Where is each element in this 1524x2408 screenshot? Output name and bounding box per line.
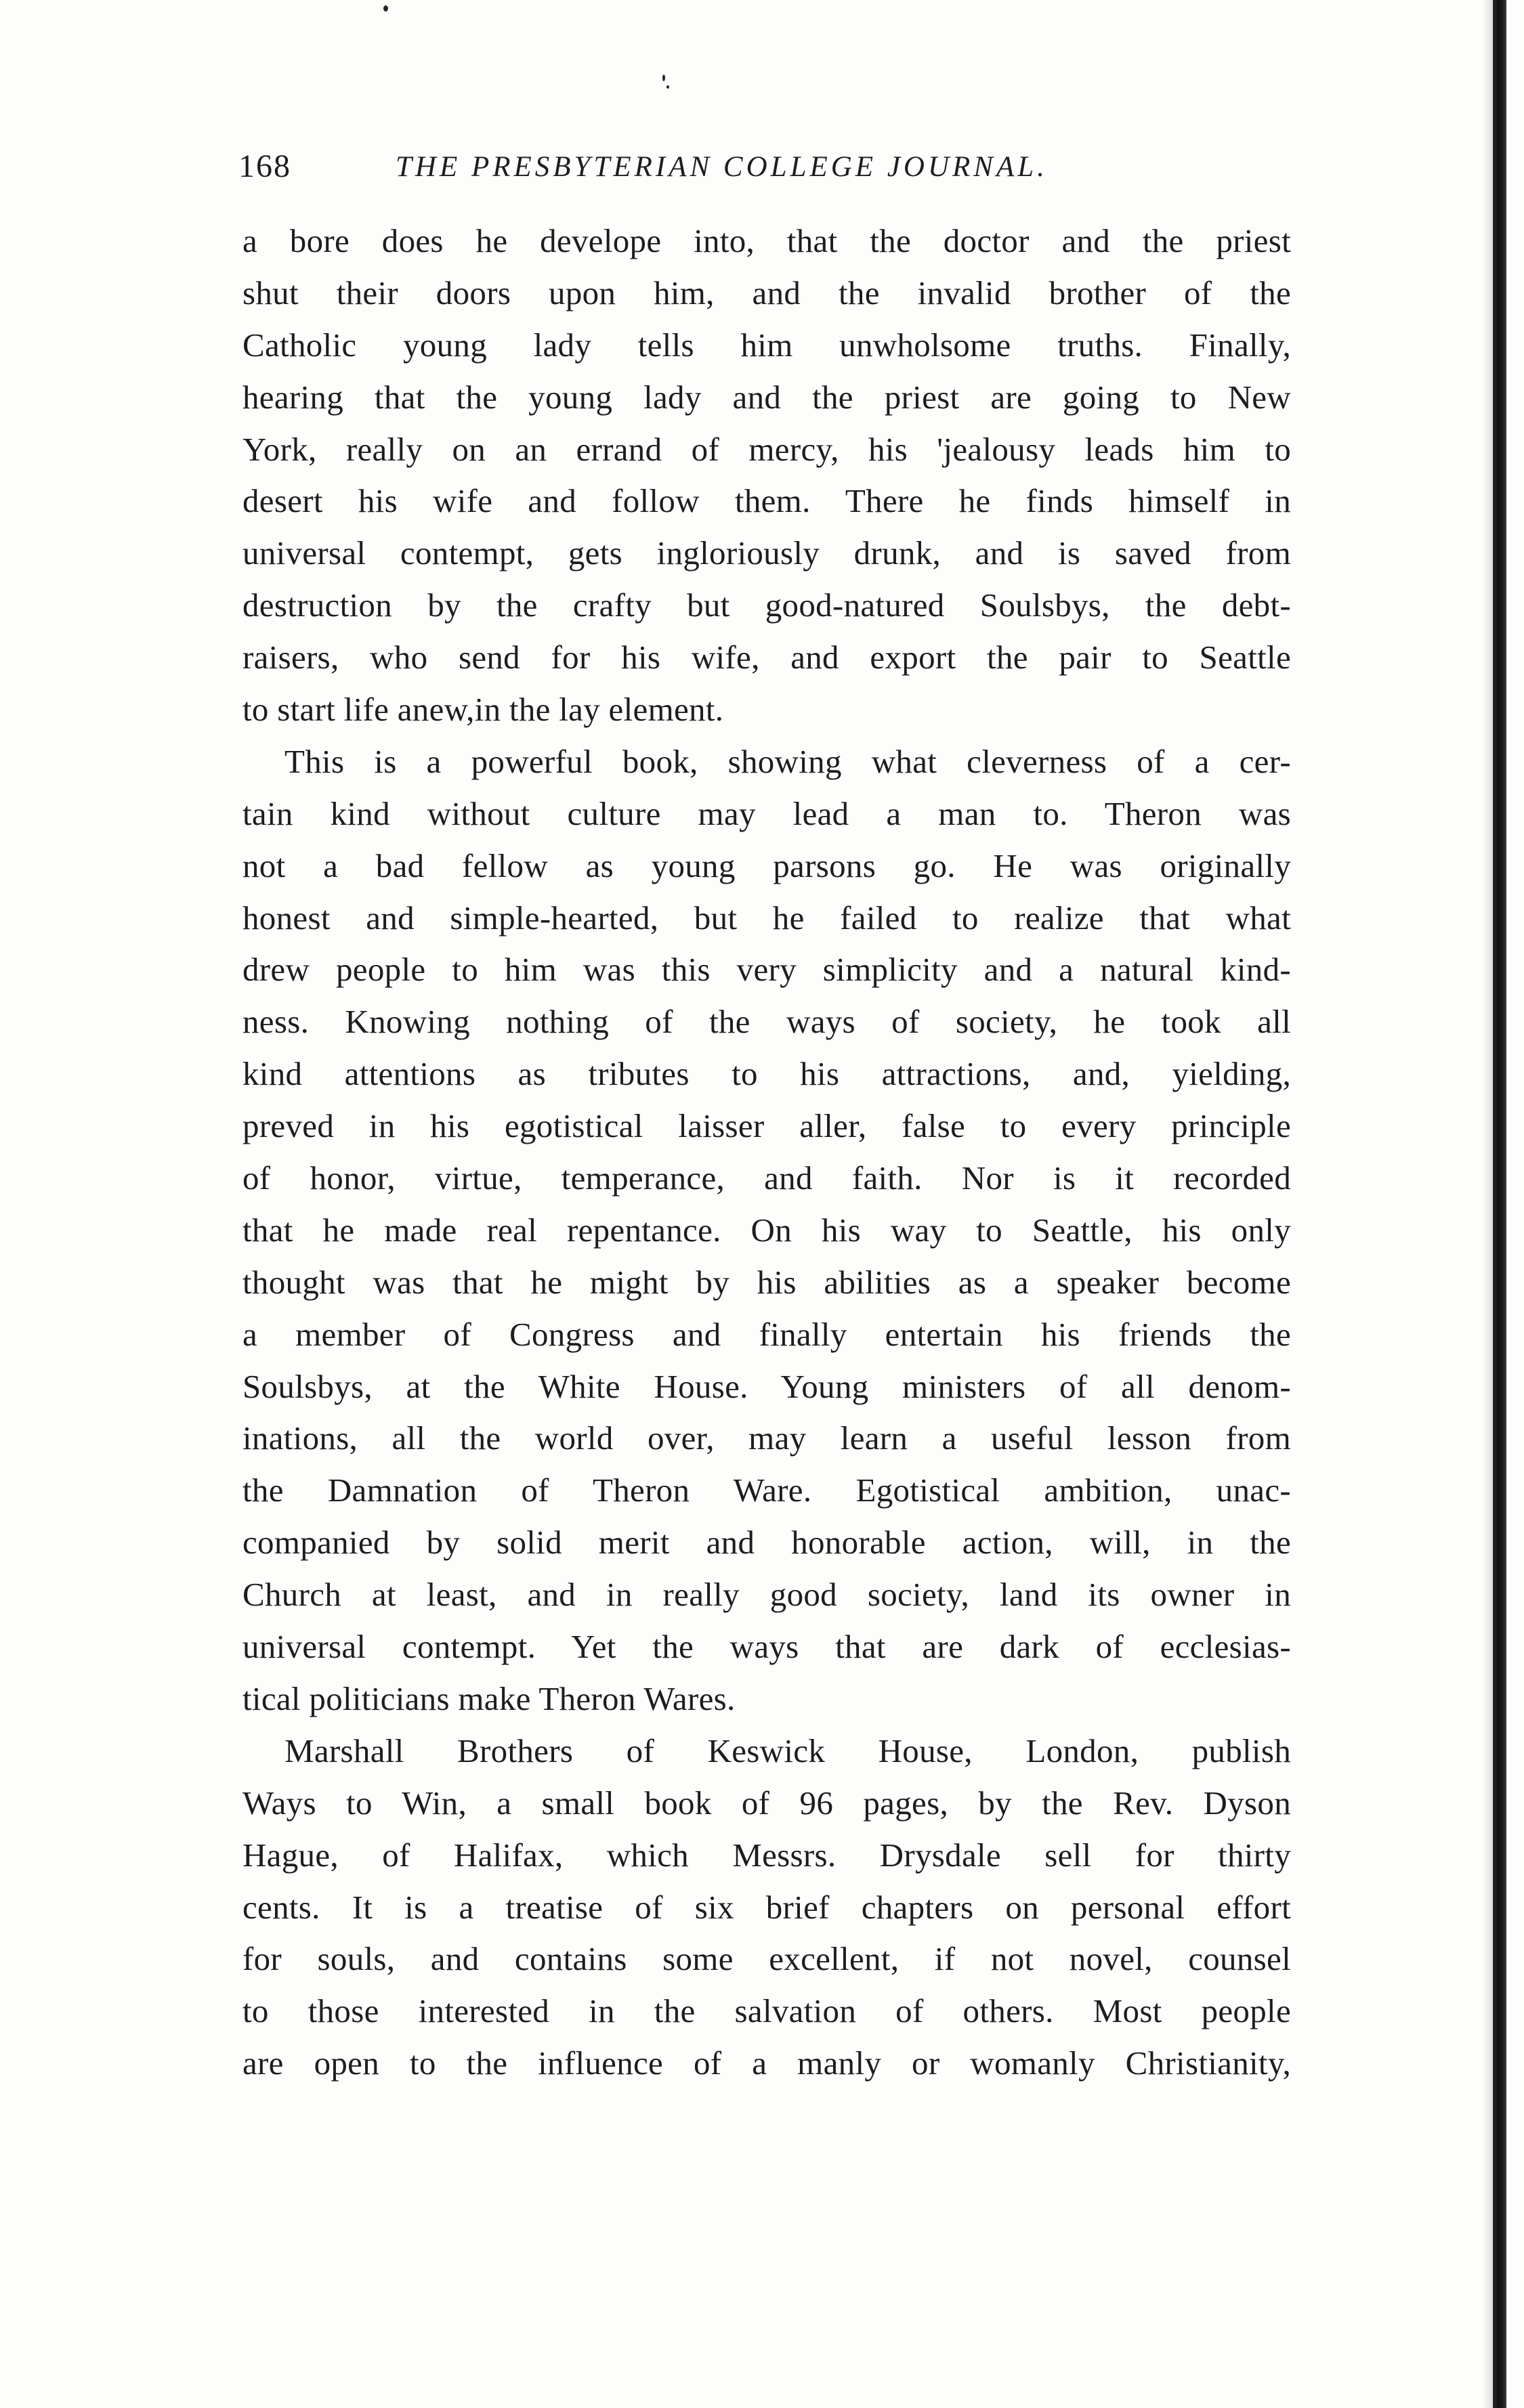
text-line: hearing that the young lady and the priest are going to New <box>242 378 1291 416</box>
text-line: tain kind without culture may lead a man to. Theron was <box>242 794 1291 832</box>
text-line: tical politicians make Theron Wares. <box>242 1679 736 1717</box>
text-line: kind attentions as tributes to his attractions, and, yielding, <box>242 1055 1291 1093</box>
text-line: a bore does he develope into, that the doctor and the priest <box>242 222 1291 259</box>
text-line: desert his wife and follow them. There he finds himself in <box>242 482 1291 520</box>
text-line: for souls, and contains some excellent, if not novel, counsel <box>242 1940 1291 1978</box>
text-line: inations, all the world over, may learn a useful lesson from <box>242 1419 1291 1457</box>
page-edge-binding <box>1493 0 1506 2408</box>
text-line: Hague, of Halifax, which Messrs. Drysdale sell for thirty <box>242 1836 1291 1874</box>
paragraph-2 <box>242 736 1291 1725</box>
text-line: of honor, virtue, temperance, and faith. Nor is it recorded <box>242 1159 1291 1197</box>
ink-speck <box>666 85 669 89</box>
text-line: a member of Congress and finally entertain his friends the <box>242 1315 1291 1353</box>
ink-speck <box>662 74 665 81</box>
text-line: cents. It is a treatise of six brief chapters on personal effort <box>242 1888 1291 1926</box>
text-line: destruction by the crafty but good-natured Soulsbys, the debt- <box>242 586 1291 624</box>
text-line: universal contempt, gets ingloriously drunk, and is saved from <box>242 534 1291 572</box>
running-title: THE PRESBYTERIAN COLLEGE JOURNAL. <box>396 151 1048 183</box>
text-line: ness. Knowing nothing of the ways of society, he took all <box>242 1003 1291 1041</box>
text-line: York, really on an errand of mercy, his 'jealousy leads him to <box>242 430 1291 468</box>
text-line: raisers, who send for his wife, and export the pair to Seattle <box>242 639 1291 676</box>
text-line: that he made real repentance. On his way to Seattle, his only <box>242 1211 1291 1249</box>
text-line: This is a powerful book, showing what cleverness of a cer- <box>284 742 1291 780</box>
text-line: the Damnation of Theron Ware. Egotistical ambition, unac- <box>242 1471 1291 1509</box>
text-line: companied by solid merit and honorable action, will, in the <box>242 1524 1291 1562</box>
text-line: thought was that he might by his abilities as a speaker become <box>242 1263 1291 1301</box>
text-line: honest and simple-hearted, but he failed to realize that what <box>242 899 1291 937</box>
text-line: Ways to Win, a small book of 96 pages, by the Rev. Dyson <box>242 1784 1291 1822</box>
text-line: Catholic young lady tells him unwholsome truths. Finally, <box>242 326 1291 364</box>
text-line: drew people to him was this very simplicity and a natural kind- <box>242 951 1291 989</box>
text-line: shut their doors upon him, and the invalid brother of the <box>242 274 1291 311</box>
text-line: preved in his egotistical laisser aller, false to every principle <box>242 1107 1291 1145</box>
paragraph-3 <box>242 1725 1291 2090</box>
page-number: 168 <box>238 148 291 184</box>
body-text <box>242 215 1291 2090</box>
text-line: Church at least, and in really good society, land its owner in <box>242 1576 1291 1614</box>
text-line: Soulsbys, at the White House. Young ministers of all denom- <box>242 1367 1291 1405</box>
text-line: to those interested in the salvation of others. Most people <box>242 1992 1291 2030</box>
paragraph-1 <box>242 215 1291 736</box>
page-header <box>238 148 1295 202</box>
text-line: Marshall Brothers of Keswick House, London, publish <box>284 1732 1291 1769</box>
ink-speck <box>383 5 388 12</box>
text-line: are open to the influence of a manly or womanly Christianity, <box>242 2044 1291 2082</box>
text-line: to start life anew,in the lay element. <box>242 691 724 729</box>
text-line: not a bad fellow as young parsons go. He was originally <box>242 846 1291 884</box>
text-line: universal contempt. Yet the ways that are dark of ecclesias- <box>242 1628 1291 1666</box>
page-edge-shadow <box>1482 0 1493 2408</box>
